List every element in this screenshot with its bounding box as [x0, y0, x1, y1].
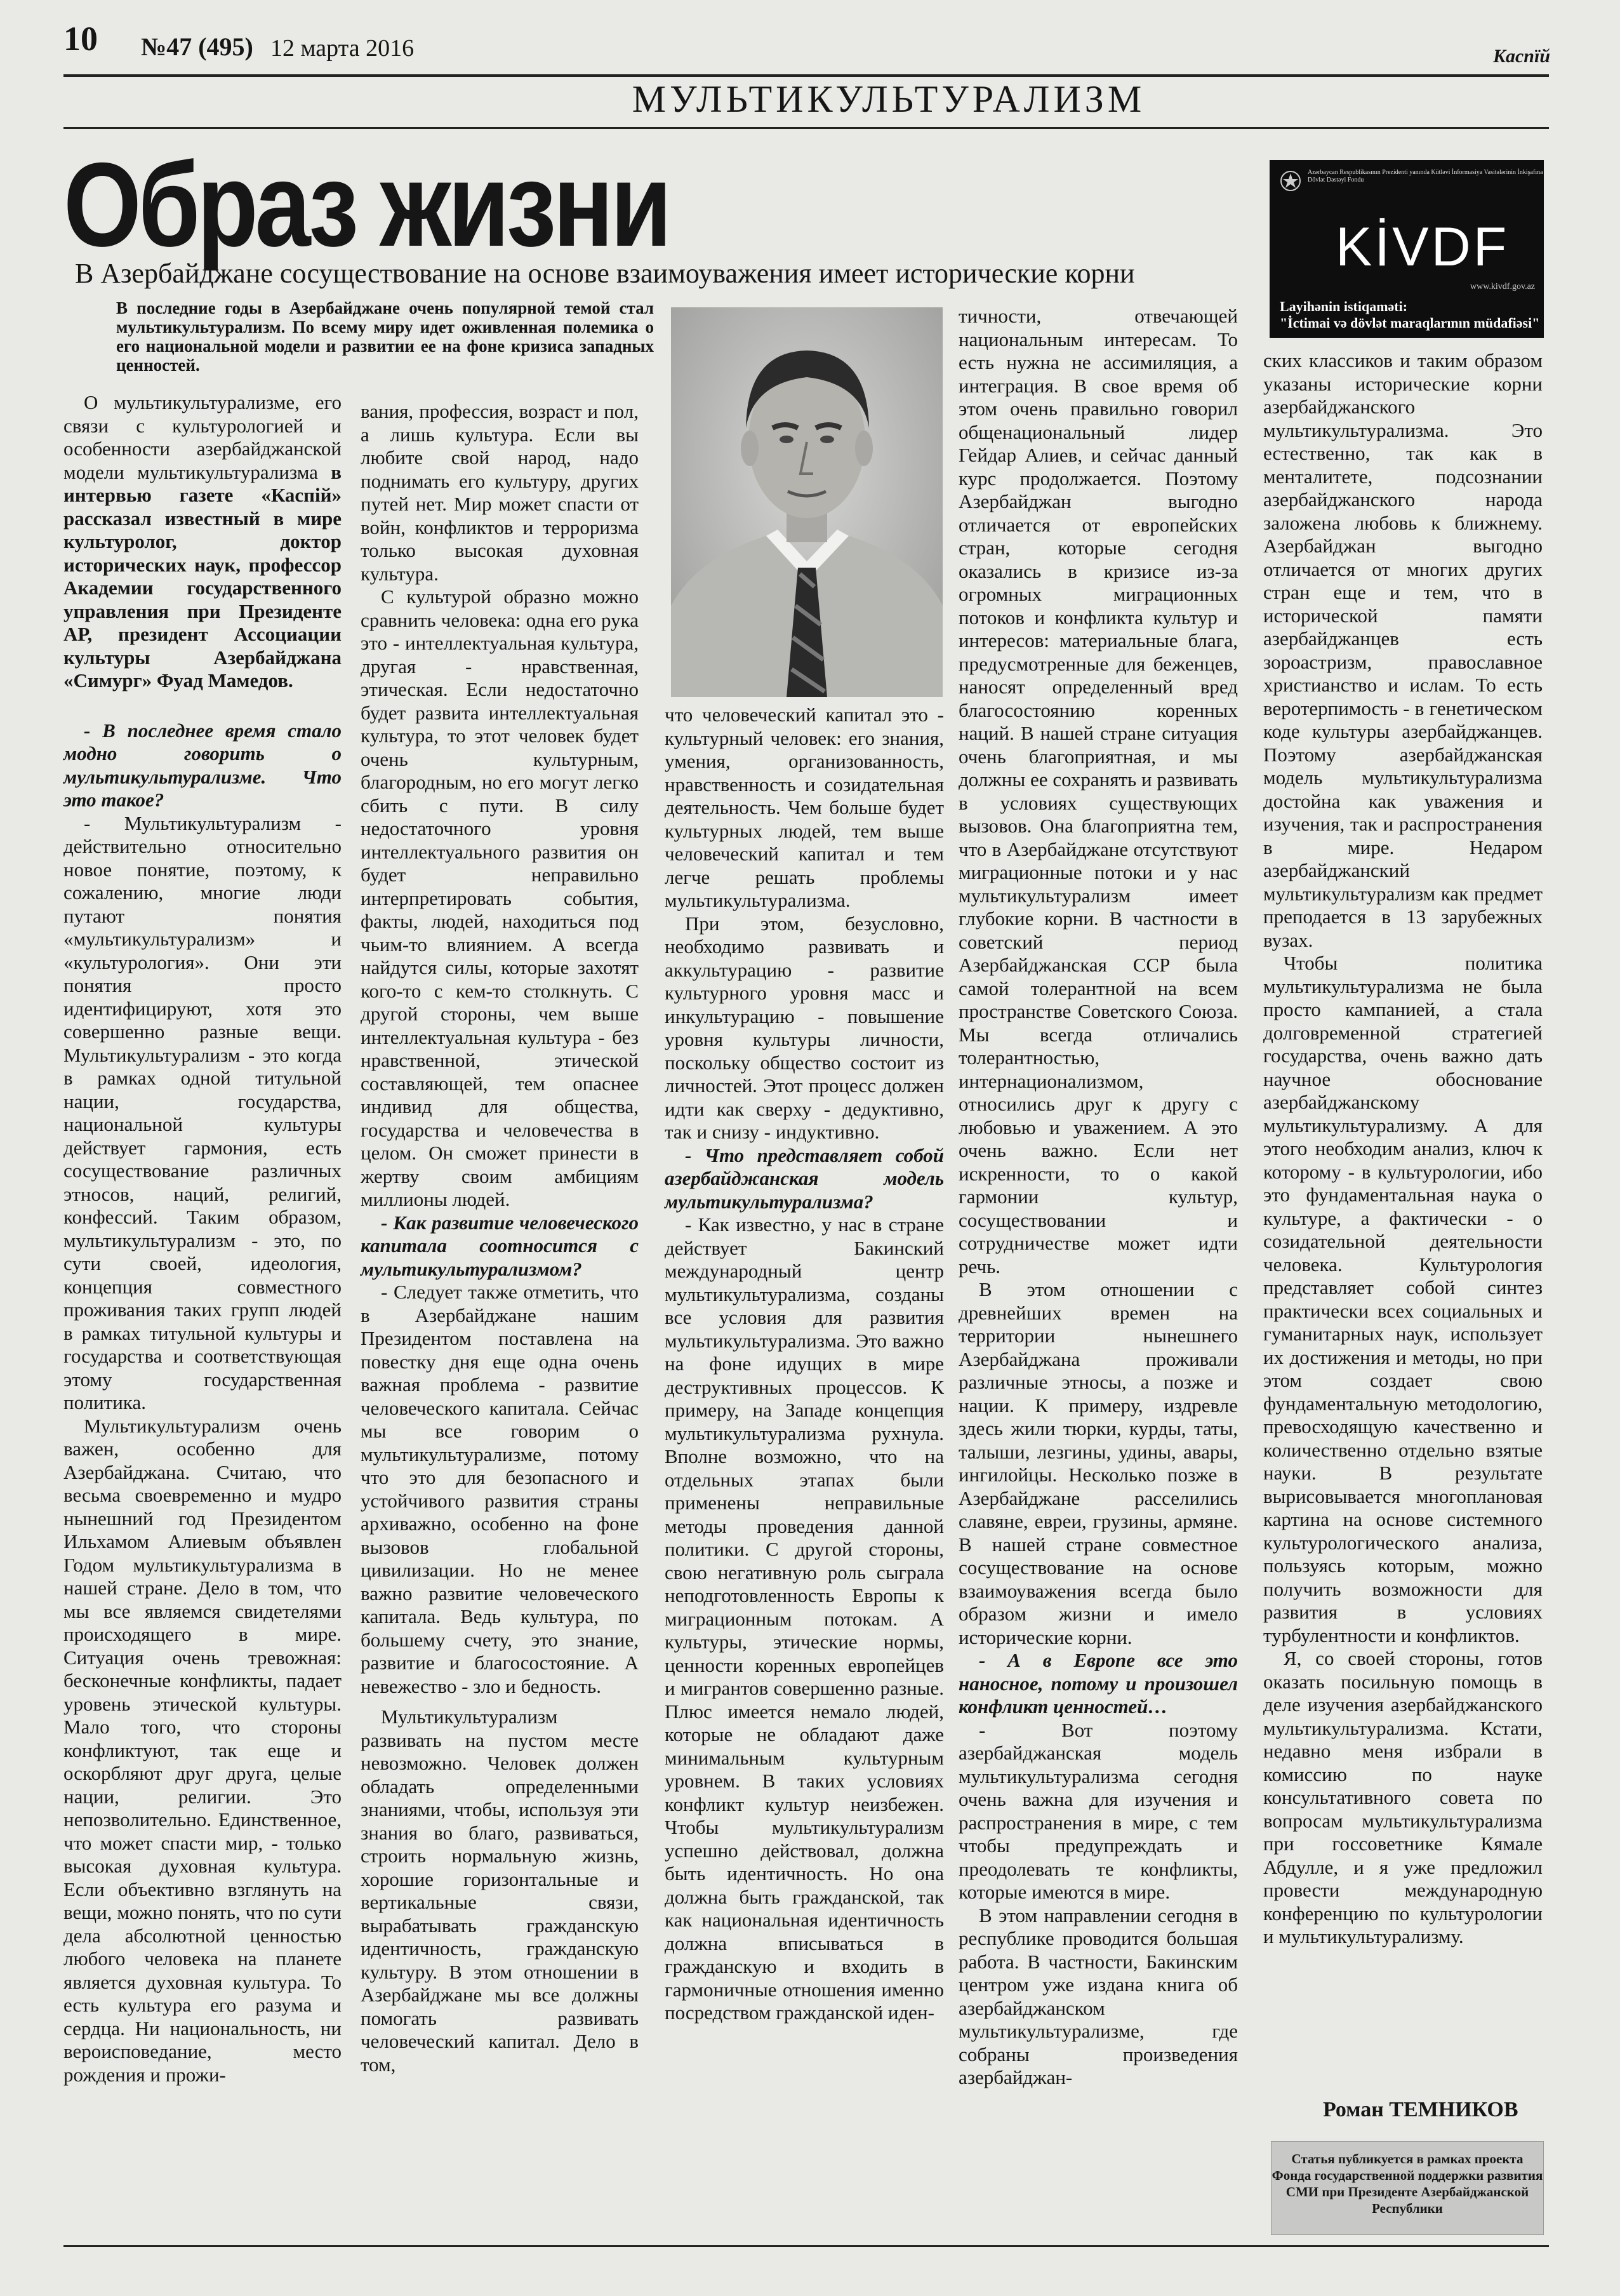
- rubric: МУЛЬТИКУЛЬТУРАЛИЗМ: [632, 78, 1146, 120]
- kivdf-logo: KİVDF: [1336, 217, 1510, 277]
- rubric-rule: [63, 127, 1549, 129]
- issue-date: 12 марта 2016: [270, 35, 415, 62]
- column-2: [361, 400, 639, 2076]
- paragraph: При этом, безусловно, необходимо развивать и аккультурацию - развитие культурного уровня масс и инкультурацию - повышение уровня культуры личности, поскольку общество состоит из личностей. Этот процесс должен идти как сверху - дедуктивно, так и снизу - индуктивно.: [665, 912, 944, 1143]
- question: - Как развитие человеческого капитала соотносится с мультикультурализмом?: [361, 1211, 639, 1280]
- column-3: [665, 704, 944, 2025]
- subtitle: В Азербайджане сосуществование на основе взаимоуважения имеет исторические корни: [75, 258, 1135, 289]
- kivdf-banner: [1270, 160, 1544, 338]
- footer-rule: [63, 2245, 1549, 2247]
- paragraph: - Как известно, у нас в стране действует Бакинский международный центр мультикультурализма, созданы все условия для развития мультикультурализма. Это важно на фоне идущих в мире деструктивных процессов. К примеру, на Западе концепция мультикультурализма рухнула. Вполне возможно, что на отдельных этапах были применены неправильные методы проведения данной политики. С другой стороны, свою негативную роль сыграла неподготовленность Европы к миграционным потокам. А культуры, этические нормы, ценности коренных европейцев и мигрантов совершенно разные. Плюс имеется немало людей, которые не обладают даже минимальным культурным уровнем. В таких условиях конфликт культур неизбежен. Чтобы мультикультурализм успешно действовал, должна быть идентичность. Но она должна быть гражданской, так как национальная идентичность должна вписываться в гражданскую и входить в гармоничные отношения именно посредством гражданской иден-: [665, 1213, 944, 2024]
- issue-number: №47 (495): [141, 32, 253, 61]
- paper-name: Kacnїй: [1492, 46, 1550, 67]
- banner-org-text: Azərbaycan Respublikasının Prezidenti yanında Kütləvi İnformasiya Vasitələrinin İnkişafına Dövlət Dəstəyi Fondu: [1308, 169, 1543, 184]
- paragraph: Мультикультурализм очень важен, особенно для Азербайджана. Считаю, что весьма своевременно и мудро нынешний год Президентом Ильхамом Алиевым объявлен Годом мультикультурализма в нашей стране. Дело в том, что мы все являемся свидетелями происходящего в мире. Ситуация очень тревожная: бесконечные конфликты, падает уровень этической культуры. Мало того, что стороны конфликтуют, так еще и оскорбляют друг друга, целые нации, религии. Это непозволительно. Единственное, что может спасти мир, - только высокая духовная культура. Если объективно взглянуть на вещи, можно понять, что по сути дела абсолютной ценностью любого человека на планете является духовная культура. То есть культура его разума и сердца. Ни национальность, ни вероисповедание, место рождения и прожи-: [63, 1414, 342, 2086]
- question: - В последнее время стало модно говорить о мультикультурализме. Что это такое?: [63, 719, 342, 811]
- column-1: [63, 391, 342, 2086]
- paragraph: что человеческий капитал это - культурный человек: его знания, умения, организованность, нравственность и созидательная деятельность. Чем больше будет культурных людей, тем выше человеческий капитал и тем легче решать проблемы мультикультурализма.: [665, 704, 944, 911]
- paragraph: Чтобы политика мультикультурализма не была просто кампанией, а стала долговременной стратегией государства, очень важно дать научное обоснование азербайджанскому мультикультурализму. А для этого необходим анализ, ключ к которому - в культурологии, ибо это фундаментальная наука о культуре, а фактически - о созидательной деятельности человека. Культурология представляет собой синтез практически всех социальных и гуманитарных наук, использует их достижения и методы, но при этом создает свою фундаментальную методологию, превосходящую качественно и количественно отдельно взятые науки. В результате вырисовывается многоплановая картина на основе системного культурологического анализа, пользуясь которым, можно получить возможности для развития в условиях турбулентности и конфликтов.: [1263, 952, 1543, 1646]
- paragraph: тичности, отвечающей национальным интересам. То есть нужна не ассимиляция, а интеграция. В свое время об этом очень правильно говорил общенациональный лидер Гейдар Алиев, и сейчас данный курс продолжается. Поэтому Азербайджан выгодно отличается от европейских стран, которые сегодня оказались в кризисе из-за огромных миграционных потоков и конфликта культур и интересов: материальные блага, предусмотренные для беженцев, наносят определенный вред благосостоянию коренных наций. В нашей стране ситуация очень благоприятная, и мы должны ее сохранять и развивать в условиях существующих вызовов. Она благоприятна тем, что в Азербайджане отсутствуют миграционные потоки и у нас мультикультурализм имеет глубокие корни. В частности в советский период Азербайджанская ССР была самой толерантной на всем пространстве Советского Союза. Мы всегда отличались толерантностью, интернационализмом, относились друг к другу с любовью и уважением. А это очень важно. Если нет искренности, то о какой гармонии культур, сосуществовании и сотрудничестве может идти речь.: [959, 305, 1238, 1278]
- lead-paragraph: В последние годы в Азербайджане очень популярной темой стал мультикультурализм. По всему миру идет оживленная полемика о его национальной модели и развитии ее на фоне кризиса западных ценностей.: [116, 298, 654, 375]
- paragraph: - Мультикультурализм - действительно относительно новое понятие, поэтому, к сожалению, многие люди путают понятия «мультикультурализм» и «культурология». Они эти понятия просто идентифицируют, хотя это совершенно разные вещи. Мультикультурализм - это когда в рамках одной титульной нации, государства, национальной культуры действует гармония, есть сосуществование различных этносов, наций, религий, конфессий. Таким образом, мультикультурализм - это, по сути своей, идеология, концепция совместного проживания таких групп людей в рамках титульной культуры и государства и соответствующая этому государственная политика.: [63, 811, 342, 1413]
- question: - Что представляет собой азербайджанская модель мультикультурализма?: [665, 1144, 944, 1213]
- author-signature: Роман ТЕМНИКОВ: [1323, 2098, 1518, 2121]
- portrait-photo: [671, 307, 943, 697]
- paragraph: Мультикультурализм развивать на пустом месте невозможно. Человек должен обладать определенными знаниями, чтобы, используя эти знания во благо, развиваться, строить нормальную жизнь, хорошие горизонтальные и вертикальные связи, вырабатывать гражданскую идентичность, гражданскую культуру. В этом отношении в Азербайджане мы все должны помогать развивать человеческий капитал. Дело в том,: [361, 1705, 639, 2076]
- banner-url: www.kivdf.gov.az: [1470, 282, 1535, 291]
- column-4: [959, 305, 1238, 2090]
- paragraph: ских классиков и таким образом указаны исторические корни азербайджанского мультикультурализма. Это естественно, так как в менталитете, подсознании азербайджанского народа заложена любовь к ближнему. Азербайджан выгодно отличается от многих других стран еще и тем, что в исторической памяти азербайджанцев есть зороастризм, православное христианство и ислам. То есть веротерпимость - в генетическом коде культуры азербайджанцев. Поэтому азербайджанская модель мультикультурализма достойна как уважения и изучения, так и распространения в мире. Недаром азербайджанский мультикультурализм как предмет преподается в 13 зарубежных вузах.: [1263, 349, 1543, 951]
- emblem-icon: [1280, 170, 1301, 192]
- banner-caption: Layihənin istiqaməti: "İctimai və dövlət maraqlarının müdafiəsi": [1280, 298, 1540, 331]
- paragraph: С культурой образно можно сравнить человека: одна его рука это - интеллектуальная культура, другая - нравственная, этическая. Если недостаточно будет развита интеллектуальная культура, то этот человек будет очень культурным, благородным, но его могут легко сбить с пути. В силу недостаточного уровня интеллектуального развития он будет неправильно интерпретировать события, факты, людей, находиться под чьим-то влиянием. А всегда найдутся силы, которые захотят кого-то с кем-то столкнуть. С другой стороны, чем выше интеллектуальная культура - без нравственной, этической составляющей, тем опаснее индивид для общества, государства и человечества в целом. Он сможет принести в жертву своим амбициям миллионы людей.: [361, 585, 639, 1210]
- page-number: 10: [63, 20, 98, 58]
- project-note: Статья публикуется в рамках проекта Фонда государственной поддержки развития СМИ при Президенте Азербайджанской Республики: [1271, 2141, 1544, 2235]
- question: - А в Европе все это наносное, потому и произошел конфликт ценностей…: [959, 1649, 1238, 1718]
- col1-intro: О мультикультурализме, его связи с культурологией и особенности азербайджанской модели мультикультурализма в интервью газете «Каспій» рассказал известный в мире культуролог, доктор исторических наук, профессор Академии государственного управления при Президенте АР, президент Ассоциации культуры Азербайджана «Симург» Фуад Мамедов.: [63, 391, 342, 691]
- paragraph: В этом отношении с древнейших времен на территории нынешнего Азербайджана проживали различные этносы, а позже и нации. К примеру, издревле здесь жили тюрки, курды, таты, талыши, лезгины, удины, авары, ингилойцы. Несколько позже в Азербайджане расселились славяне, евреи, грузины, армяне. В нашей стране совместное сосуществование на основе взаимоуважения всегда было образом жизни и имело исторические корни.: [959, 1278, 1238, 1648]
- paragraph: - Следует также отметить, что в Азербайджане нашим Президентом поставлена на повестку дня еще одна очень важная проблема - развитие человеческого капитала. Сейчас мы все говорим о мультикультурализме, потому что это для безопасного и устойчивого развития страны архиважно, особенно на фоне вызовов глобальной цивилизации. Но не менее важно развитие человеческого капитала. Ведь культура, по большему счету, это знание, развитие и благосостояние. А невежество - зло и бедность.: [361, 1281, 639, 1697]
- header-rule: [63, 74, 1549, 77]
- paragraph: Я, со своей стороны, готов оказать посильную помощь в деле изучения азербайджанского мультикультурализма. Кстати, недавно меня избрали в комиссию по науке консультативного совета по вопросам мультикультурализма при госсоветнике Кямале Абдулле, и я уже предложил провести международную конференцию по культурологии и мультикультурализму.: [1263, 1647, 1543, 1947]
- column-5: [1263, 349, 1543, 1949]
- paragraph: вания, профессия, возраст и пол, а лишь культура. Если вы любите свой народ, надо поднимать его культуру, других путей нет. Мир может спасти от войн, конфликтов и терроризма только высокая духовная культура.: [361, 400, 639, 585]
- headline: Образ жизни: [63, 138, 669, 271]
- paragraph: В этом направлении сегодня в республике проводится большая работа. В частности, Бакинским центром уже издана книга об азербайджанском мультикультурализме, где собраны произведения азербайджан-: [959, 1904, 1238, 2088]
- paragraph: - Вот поэтому азербайджанская модель мультикультурализма сегодня очень важна для изучения и распространения в мире, с тем чтобы предупреждать и преодолевать те конфликты, которые имеются в мире.: [959, 1718, 1238, 1903]
